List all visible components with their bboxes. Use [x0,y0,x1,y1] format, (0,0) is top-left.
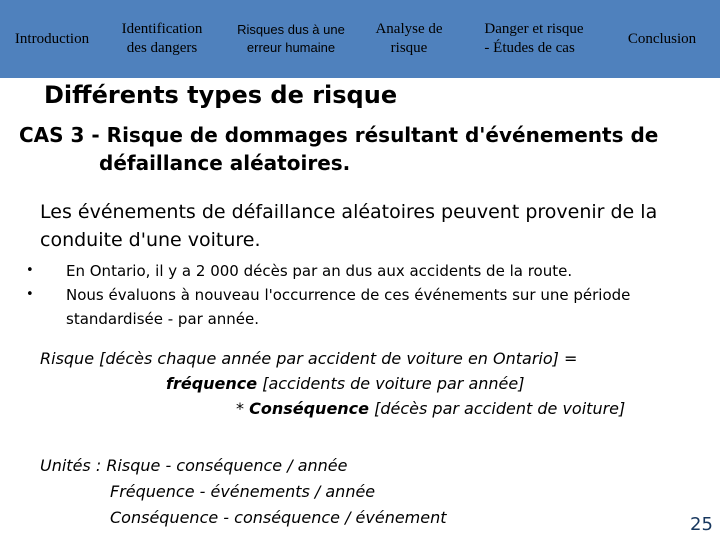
formula-multiply-sign: * [236,399,250,418]
units-line-2: Fréquence - événements / année [110,482,376,501]
tab-conclusion-label: Conclusion [627,30,697,47]
tab-danger-et-risque[interactable] [468,0,600,78]
list-item [26,283,686,331]
tab-risques-erreur-humaine[interactable] [222,0,360,78]
units-block [40,453,680,531]
tab-analyse-label: Analyse de risque [375,21,443,56]
tab-danger-label: Danger et risque - Études de cas [484,21,584,56]
top-navigation-bar [0,0,720,78]
bullet-list [26,259,686,331]
list-item [26,259,686,283]
formula-frequency-term: fréquence [166,374,258,393]
page-number: 25 [690,514,713,535]
tab-introduction[interactable] [4,0,100,78]
tab-conclusion[interactable] [612,0,712,78]
tab-analyse-de-risque[interactable] [358,0,460,78]
tab-introduction-label: Introduction [14,30,90,47]
units-line-3: Conséquence - conséquence / événement [110,508,447,527]
formula-consequence-unit: [décès par accident de voiture] [369,399,626,418]
slide-heading: Différents types de risque [44,81,398,109]
case-title-line-1: CAS 3 - Risque de dommages résultant d'événements de [19,123,659,147]
bullet-text: Nous évaluons à nouveau l'occurrence de ces événements sur une période standardisée - par année. [66,286,631,328]
bullet-icon: • [26,263,34,278]
tab-risques-label: Risques dus à une erreur humaine [237,22,345,55]
intro-paragraph: Les événements de défaillance aléatoires peuvent provenir de la conduite d'une voiture. [40,201,658,251]
case-title [19,121,709,177]
bullet-icon: • [26,287,34,302]
formula-line-3 [40,396,710,421]
formula-line-1: Risque [décès chaque année par accident de voiture en Ontario] = [40,349,578,368]
formula-frequency-unit: [accidents de voiture par année] [257,374,525,393]
risk-formula [40,346,710,421]
units-line-1: Unités : Risque - conséquence / année [40,456,348,475]
tab-identification-label: Identification des dangers [121,21,203,56]
formula-consequence-term: Conséquence [249,399,370,418]
case-title-line-2: défaillance aléatoires. [99,151,351,175]
tab-identification-des-dangers[interactable] [108,0,216,78]
bullet-text: En Ontario, il y a 2 000 décès par an dus aux accidents de la route. [66,262,573,280]
formula-line-2 [40,371,710,396]
